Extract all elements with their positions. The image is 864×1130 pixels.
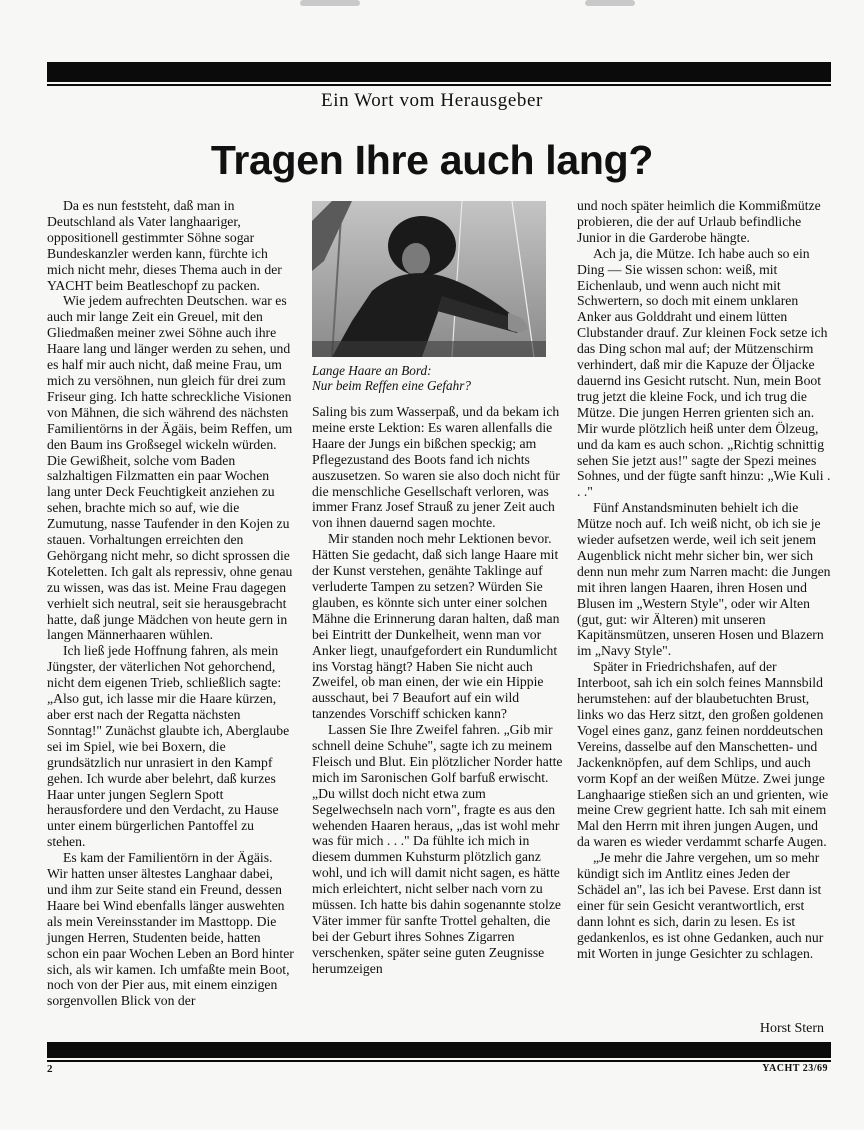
paragraph: Mir standen noch mehr Lektionen bevor. Hätten Sie gedacht, daß sich lange Haare mit der Kunst verstehen, genähte Taklinge auf verluderte Tampen zu setzen? Würden Sie glauben, es könnte sich unter einer solchen Mähne die Erinnerung daran halten, daß man bei Eintritt der Dunkelheit, wenn man vor Anker liegt, unaufgefordert ein Rundumlicht ins Vorstag hängt? Haben Sie nicht auch Zweifel, ob man einen, der wie ein Hippie ausschaut, bei 7 Beaufort auf ein wild tanzendes Vorschiff schicken kann? (312, 531, 560, 722)
article-photo (312, 201, 546, 357)
paragraph: Saling bis zum Wasserpaß, und da bekam ich meine erste Lektion: Es waren allenfalls die Haare der Jungs ein bißchen speckig; am Pflegezustand des Boots fand ich nichts auszusetzen. So waren sie also doch nicht für die menschliche Gesellschaft verloren, was immer Franz Josef Strauß zu jener Zeit auch von ihnen dauernd sagen mochte. (312, 404, 560, 531)
paragraph: Ich ließ jede Hoffnung fahren, als mein Jüngster, der väterlichen Not gehorchend, nicht dem eigenen Trieb, schließlich sagte: „Also gut, ich lasse mir die Haare kürzen, aber erst nach der Regatta nächsten Sonntag!" Zunächst glaubte ich, Aberglaube sei im Spiel, wie bei Boxern, die grundsätzlich nur unrasiert in den Kampf gehen. Ich wurde aber belehrt, daß kurzes Haar unter jungen Seglern Spott herausfordere und den Verdacht, zu Hause unter einem bürgerlichen Pantoffel zu stehen. (47, 643, 290, 850)
header-rule-thick (47, 62, 831, 82)
paragraph: Später in Friedrichshafen, auf der Interboot, sah ich ein solch feines Mannsbild herumstehen: auf der blaubetuchten Brust, links wo das Herz sitzt, den großen goldenen Vogel eines ganz, ganz feinen norddeutschen Vereins, dasselbe auf den Manschetten- und Jackenknöpfen, auf dem Schlips, und auch vorm Kopf an der weißen Mütze. Zwei junge Langhaarige stießen sich an und grienten, wie meine Crew gegrient hatte. Ich sah mit einem Mal den Herrn mit ihren jungen Augen, und da waren es wieder verdammt scharfe Augen. (577, 659, 829, 850)
paragraph: Lassen Sie Ihre Zweifel fahren. „Gib mir schnell deine Schuhe", sagte ich zu meinem Fleisch und Blut. Ein plötzlicher Norder hatte mich im Saronischen Golf barfuß erwischt. „Du willst doch nicht etwa zum Segelwechseln nach vorn", fragte es aus den wehenden Haaren heraus, „das ist wohl mehr was für mich . . ." Da fühlte ich mich in diesem dummen Kuhsturm plötzlich ganz wohl, und ich will damit nicht sagen, es hätte mich erleichtert, nicht selber nach vorn zu müssen. Ich hatte bis dahin sogenannte stolze Väter immer für sanfte Trottel gehalten, die bei der Geburt ihres Sohnes Zigarren verschenken, später seine guten Zeugnisse herumzeigen (312, 722, 563, 976)
paragraph: Wie jedem aufrechten Deutschen. war es auch mir lange Zeit ein Greuel, mit den Gliedmaßen meiner zwei Söhne auch ihre Haare lang und länger werden zu sehen, und es half mir auch nicht, daß meine Frau, um mich zu versöhnen, nun gleich für drei zum Friseur ging. Ich hatte schreckliche Visionen von Mähnen, die sich während des nächsten Familientörns in der Ägäis, beim Reffen, um den Baum ins Großsegel wickeln würden. Die Gewißheit, solche vom Baden salzhaltigen Filzmatten ein paar Wochen lang unter Deck Feuchtigkeit anziehen zu sehen, brachte mich so auf, wie die Zumutung, nasse Taufender in den Kojen zu stauen. Vorhaltungen erreichten den Gehörgang nicht mehr, so dicht sprossen die Koteletten. Ich galt als repressiv, ohne genau zu wissen, was das ist. Meine Frau dagegen verhielt sich neutral, seit sie herausgebracht hatte, daß junge Mädchen von heute gern in langen Männerhaaren wühlen. (47, 293, 293, 643)
scan-edge-marks (0, 0, 864, 14)
footer-rule-thick (47, 1042, 831, 1058)
caption-line: Nur beim Reffen eine Gefahr? (312, 378, 471, 393)
article-headline: Tragen Ihre auch lang? (210, 137, 654, 183)
text-column-3 (577, 198, 831, 962)
paragraph: und noch später heimlich die Kommißmütze probieren, die der auf Urlaub befindliche Junior in die Garderobe hängte. (577, 198, 821, 245)
scan-mark-right (585, 0, 635, 6)
issue-label: YACHT 23/69 (762, 1063, 828, 1074)
paragraph: Da es nun feststeht, daß man in Deutschland als Vater langhaariger, oppositionell gestimmter Söhne sogar Bundeskanzler werden kann, fürchte ich mich nicht mehr, dieses Thema auch in der YACHT beim Beatleschopf zu packen. (47, 198, 282, 293)
caption-line: Lange Haare an Bord: (312, 363, 432, 378)
header-rule-thin (47, 84, 831, 86)
paragraph: Fünf Anstandsminuten behielt ich die Mütze noch auf. Ich weiß nicht, ob ich sie je wieder aufsetzen werde, weil ich seit jenem Augenblick nicht mehr sicher bin, wer sich denn nun mehr zum Narren macht: die Jungen mit ihren langen Haaren, ihren Hosen und Blusen im „Western Style", oder wir Alten (gut, gut: wir Älteren) mit unseren Kapitänsmützen, unseren Hosen und Blazern im „Navy Style". (577, 500, 831, 659)
photo-caption (312, 363, 562, 393)
photo-man-reefing-sail-icon (312, 201, 546, 357)
author-signature: Horst Stern (759, 1021, 824, 1036)
footer-rule-thin (47, 1060, 831, 1062)
paragraph: „Je mehr die Jahre vergehen, um so mehr kündigt sich im Antlitz eines Jeden der Schädel an", las ich bei Pavese. Erst dann ist einer für sein Gesicht verantwortlich, erst dann lohnt es sich, darin zu lesen. Es ist gedankenlos, es ist ohne Gedanken, auch nur mit Worten in junge Gesichter zu schlagen. (577, 850, 824, 961)
section-kicker: Ein Wort vom Herausgeber (321, 90, 543, 111)
text-column-1 (47, 198, 295, 1009)
paragraph: Es kam der Familientörn in der Ägäis. Wir hatten unser ältestes Langhaar dabei, und ihm zur Seite stand ein Freund, dessen Haare bei Wind ebenfalls länger auswehten als mein Vereinsstander im Masttopp. Die jungen Herren, Studenten beide, hatten schon ein paar Wochen Leben an Bord hinter sich, als wir kamen. Ich umfaßte mein Boot, noch von der Pier aus, mit einem einzigen sorgenvollen Blick von der (47, 850, 294, 1009)
page-number: 2 (47, 1063, 53, 1075)
scan-mark-left (300, 0, 360, 6)
paragraph: Ach ja, die Mütze. Ich habe auch so ein Ding — Sie wissen schon: weiß, mit Eichenlaub, und wenn auch nicht mit Schwertern, so doch mit einem unklaren Anker aus Golddraht und einem lütten Clubstander drauf. Zur kleinen Fock setze ich das Ding schon mal auf; der Mützenschirm verhindert, daß mir die Kapuze der Öljacke dauernd ins Gesicht rutscht. Nun, mein Boot trug jetzt die kleine Fock, und ich trug die Mütze. Die jungen Herren grienten sich an. Mir wurde plötzlich heiß unter dem Ölzeug, und da kam es auch schon. „Richtig schnittig sehen Sie jetzt aus!" sagte der Spezi meines Sohnes, und der fügte sanft hinzu: „Wie Kuli . . ." (577, 245, 831, 500)
text-column-2 (312, 404, 564, 977)
